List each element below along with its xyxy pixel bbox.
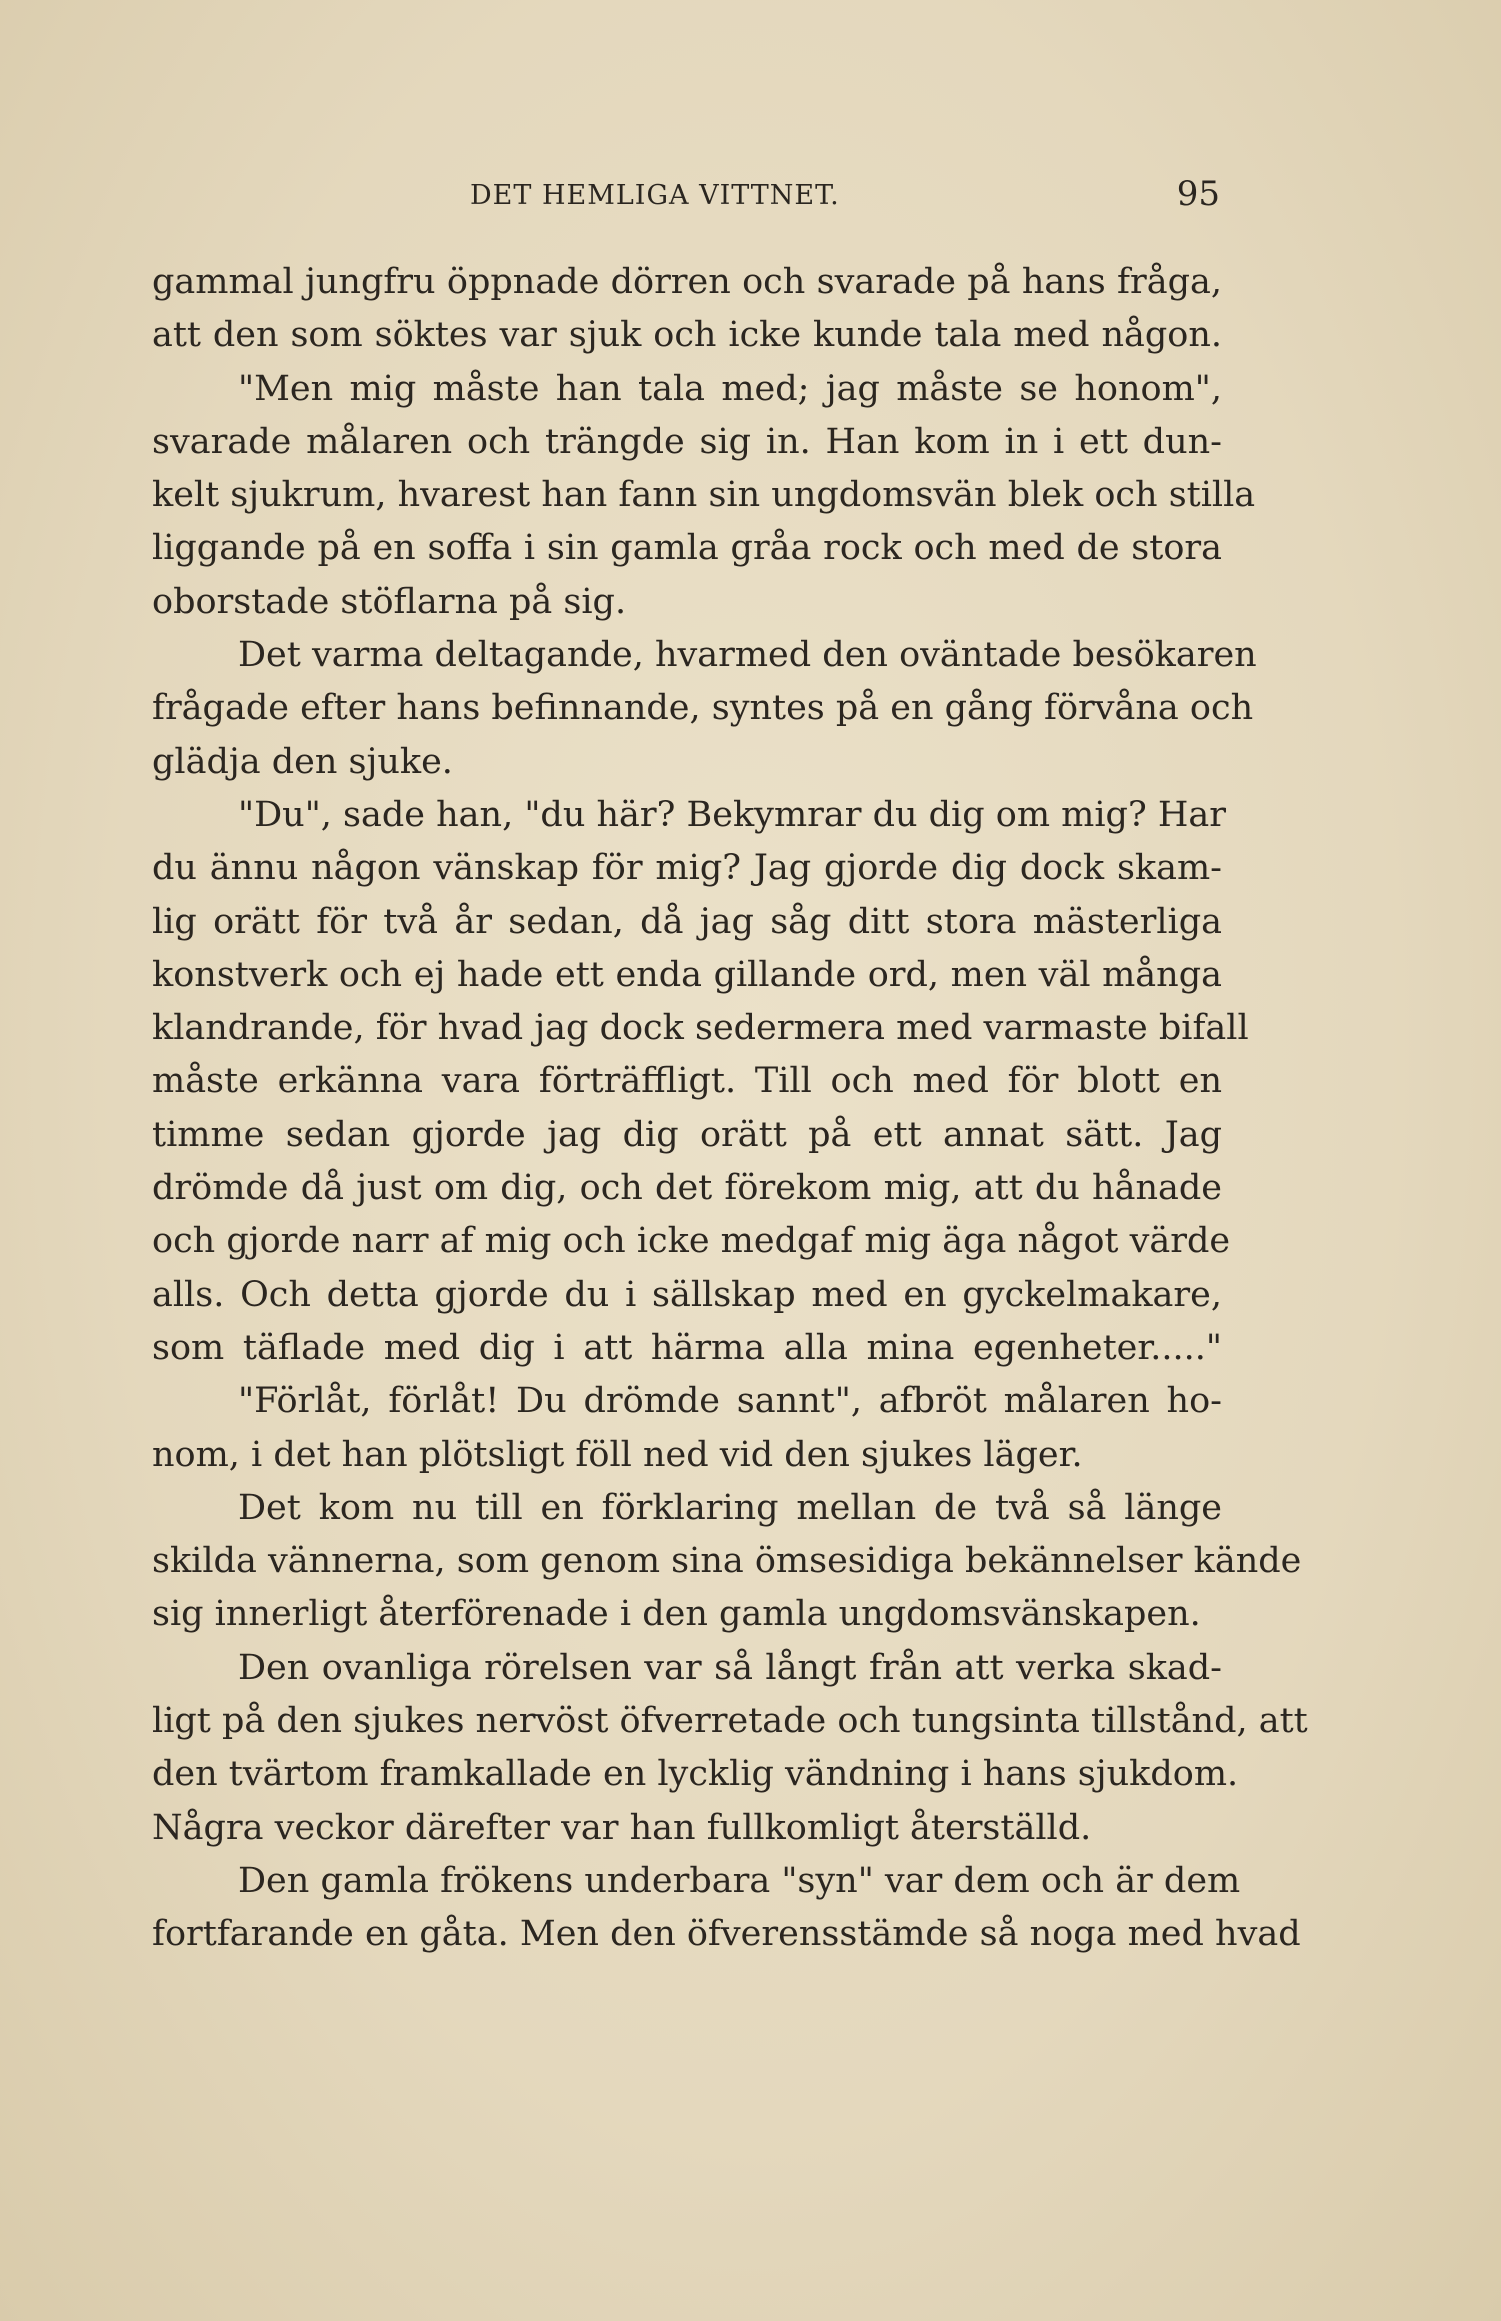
text-line: liggande på en soffa i sin gamla gråa rock och med de stora <box>152 528 1222 569</box>
text-line: Den ovanliga rörelsen var så långt från att verka skad- <box>238 1647 1222 1688</box>
text-line: Några veckor därefter var han fullkomligt återställd. <box>152 1807 1092 1848</box>
text-line: måste erkänna vara förträffligt. Till och med för blott en <box>152 1061 1222 1102</box>
page-number: 95 <box>1176 174 1220 214</box>
text-line: nom, i det han plötsligt föll ned vid den sjukes läger. <box>152 1434 1083 1475</box>
text-line: Det kom nu till en förklaring mellan de två så länge <box>238 1487 1222 1528</box>
text-line: Det varma deltagande, hvarmed den oväntade besökaren <box>238 635 1257 676</box>
text-line: lig orätt för två år sedan, då jag såg ditt stora mästerliga <box>152 901 1222 942</box>
text-line: oborstade stöflarna på sig. <box>152 581 627 622</box>
text-line: ligt på den sjukes nervöst öfverretade och tungsinta tillstånd, att <box>152 1701 1308 1742</box>
text-line: "Men mig måste han tala med; jag måste se honom", <box>238 368 1222 409</box>
text-line: Den gamla frökens underbara "syn" var dem och är dem <box>238 1860 1241 1901</box>
text-line: "Du", sade han, "du här? Bekymrar du dig om mig? Har <box>238 794 1226 835</box>
text-line: alls. Och detta gjorde du i sällskap med en gyckelmakare, <box>152 1274 1222 1315</box>
text-line: du ännu någon vänskap för mig? Jag gjorde dig dock skam- <box>152 848 1222 889</box>
text-line: gammal jungfru öppnade dörren och svarade på hans fråga, <box>152 262 1222 302</box>
text-line: timme sedan gjorde jag dig orätt på ett annat sätt. Jag <box>152 1114 1222 1155</box>
text-line: drömde då just om dig, och det förekom mig, att du hånade <box>152 1168 1222 1209</box>
text-line: frågade efter hans befinnande, syntes på en gång förvåna och <box>152 688 1254 729</box>
text-line: "Förlåt, förlåt! Du drömde sannt", afbröt målaren ho- <box>238 1381 1222 1422</box>
body-text <box>152 256 1308 1962</box>
text-line: att den som söktes var sjuk och icke kunde tala med någon. <box>152 315 1222 356</box>
running-title: DET HEMLIGA VITTNET. <box>470 180 840 211</box>
text-line: kelt sjukrum, hvarest han fann sin ungdomsvän blek och stilla <box>152 475 1256 516</box>
page-header <box>470 174 1220 230</box>
text-line: som täflade med dig i att härma alla mina egenheter....." <box>152 1327 1222 1368</box>
text-line: svarade målaren och trängde sig in. Han kom in i ett dun- <box>152 421 1222 462</box>
text-line: den tvärtom framkallade en lycklig vändning i hans sjukdom. <box>152 1754 1239 1795</box>
text-line: glädja den sjuke. <box>152 741 453 782</box>
text-line: klandrande, för hvad jag dock sedermera med varmaste bifall <box>152 1008 1249 1049</box>
text-line: och gjorde narr af mig och icke medgaf mig äga något värde <box>152 1221 1231 1262</box>
text-line: sig innerligt återförenade i den gamla ungdomsvänskapen. <box>152 1594 1201 1635</box>
text-line: skilda vännerna, som genom sina ömsesidiga bekännelser kände <box>152 1541 1302 1582</box>
text-line: fortfarande en gåta. Men den öfverensstämde så noga med hvad <box>152 1914 1301 1955</box>
text-line: konstverk och ej hade ett enda gillande ord, men väl många <box>152 954 1222 995</box>
